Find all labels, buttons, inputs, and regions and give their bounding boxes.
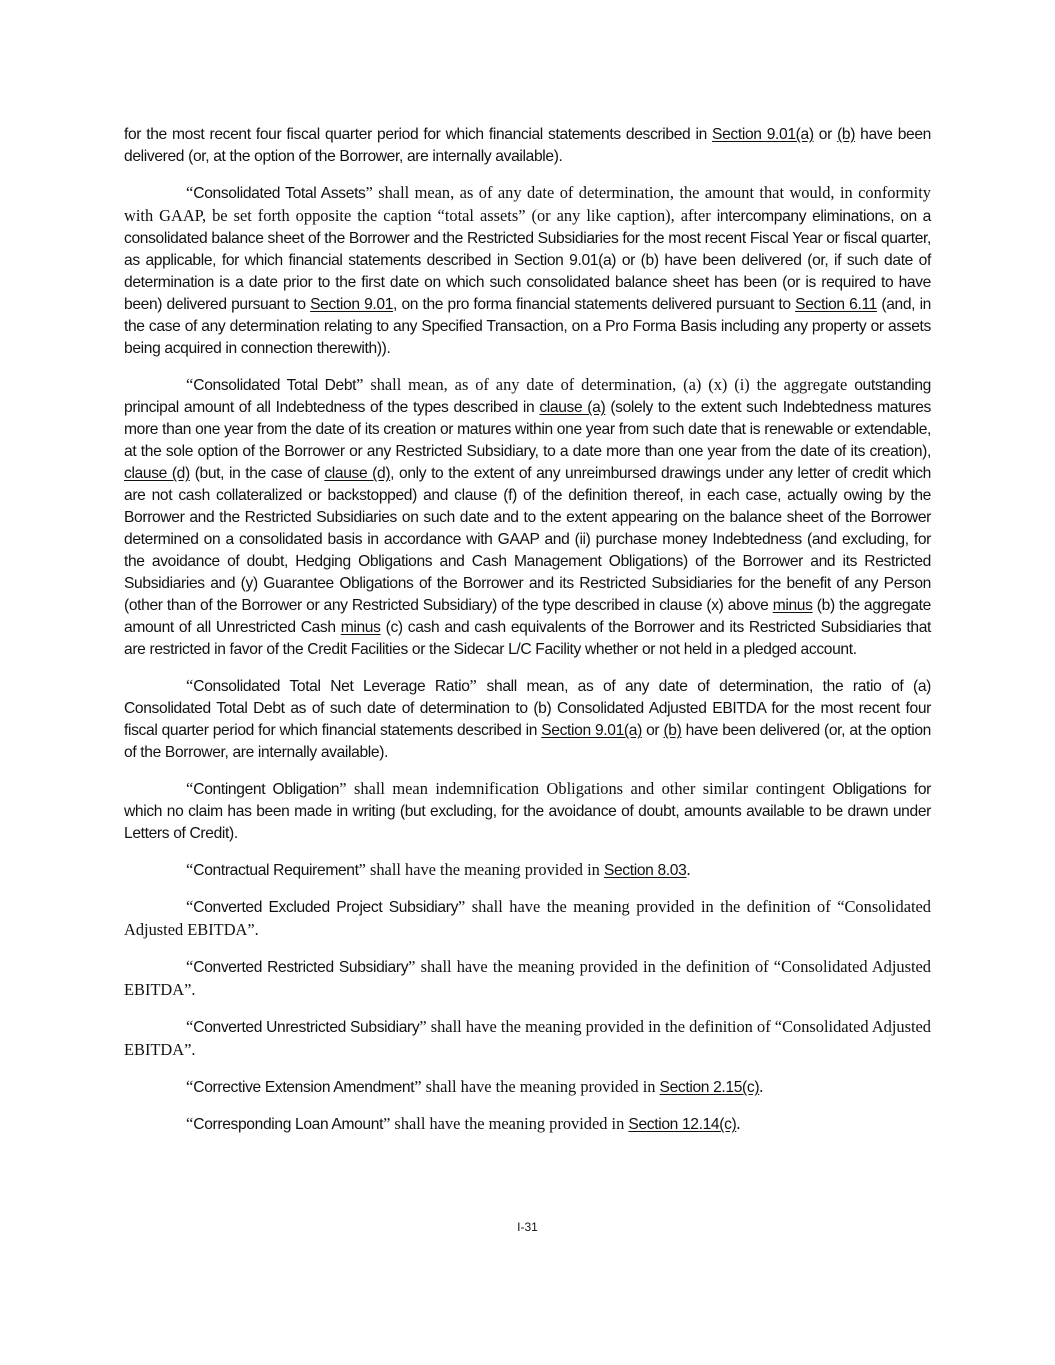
document-body bbox=[124, 124, 931, 1150]
text-run: ” shall have the meaning provided in the definition of “Consolidated Adjusted EBITDA”. bbox=[124, 897, 931, 939]
text-run: (c) cash and cash equivalents of the Borrower and its Restricted Subsidiaries that are restricted in favor of the Credit Facilities or the Sidecar L/C Facility whether or not held in a pledged account. bbox=[124, 619, 931, 658]
text-run: Corresponding Loan Amount bbox=[193, 1116, 384, 1133]
text-run: (solely to the extent such Indebtedness matures more than one year from the date of its creation or matures within one year from such date that is renewable or extendable, at the sole option of the Borrower or any Restricted Subsidiary, to a date more than one year from the date of its creation), bbox=[124, 399, 932, 460]
cross-reference: (b) bbox=[837, 126, 856, 143]
cross-reference: Section 9.01 bbox=[310, 296, 394, 313]
cross-reference: (b) bbox=[663, 722, 682, 739]
text-run: “ bbox=[186, 676, 194, 695]
text-run: , on the pro forma financial statements delivered pursuant to bbox=[393, 296, 796, 313]
text-run: “ bbox=[186, 183, 194, 202]
text-run: “ bbox=[186, 860, 194, 879]
definition-paragraph bbox=[124, 1113, 931, 1136]
text-run: ” shall have the meaning provided in bbox=[358, 860, 604, 879]
text-run: outstanding principal amount of all Indebtedness of the types described in bbox=[124, 377, 931, 416]
definition-paragraph bbox=[124, 182, 931, 360]
definition-paragraph bbox=[124, 374, 931, 661]
text-run: Consolidated Total Debt bbox=[193, 377, 357, 394]
cross-reference: clause (d) bbox=[124, 465, 190, 482]
cross-reference: Section 9.01(a) bbox=[541, 722, 642, 739]
definition-paragraph bbox=[124, 1076, 931, 1099]
text-run: “ bbox=[186, 957, 194, 976]
text-run: “ bbox=[186, 1114, 194, 1133]
text-run: . bbox=[759, 1077, 764, 1096]
text-run: . bbox=[686, 860, 691, 879]
text-run: ” shall have the meaning provided in bbox=[414, 1077, 660, 1096]
text-run: Obligations for which no claim has been made in writing (but excluding, for the avoidance of doubt, amounts available to be drawn under Letters of Credit). bbox=[124, 781, 931, 842]
text-run: , only to the extent of any unreimbursed drawings under any letter of credit which are not cash collateralized or backstopped) and clause (f) of the definition thereof, in each case, actually owing by the Borrower and the Restricted Subsidiaries on such date and to the extent appearing on the balance sheet of the Borrower determined on a consolidated basis in accordance with GAAP and (ii) purchase money Indebtedness (and excluding, for the avoidance of doubt, Hedging Obligations and Cash Management Obligations) of the Borrower and its Restricted Subsidiaries and (y) Guarantee Obligations of the Borrower and its Restricted Subsidiaries for the benefit of any Person (other than of the Borrower or any Restricted Subsidiary) of the type described in clause (x) above bbox=[124, 465, 932, 614]
text-run: Contingent Obligation bbox=[193, 781, 340, 798]
text-run: have been delivered (or, at the option of the Borrower, are internally available). bbox=[124, 126, 931, 165]
text-run: or bbox=[641, 722, 664, 739]
definition-paragraph bbox=[124, 124, 931, 168]
definition-paragraph bbox=[124, 859, 931, 882]
text-run: ” shall mean indemnification Obligations and other similar contingent bbox=[339, 779, 833, 798]
text-run: for the most recent four fiscal quarter period for which financial statements described in bbox=[124, 126, 713, 143]
text-run: “ bbox=[186, 375, 194, 394]
text-run: (but, in the case of bbox=[189, 465, 325, 482]
text-run: Consolidated Total Net Leverage Ratio bbox=[193, 678, 470, 695]
cross-reference: Section 2.15(c) bbox=[659, 1079, 760, 1096]
text-run: Converted Unrestricted Subsidiary bbox=[193, 1019, 420, 1036]
text-run: . bbox=[736, 1114, 741, 1133]
cross-reference: minus bbox=[340, 619, 381, 636]
text-run: ” shall mean, as of any date of determination, the amount that would, in conformity with GAAP, be set forth opposite the caption “total assets” (or any like caption), after bbox=[124, 183, 931, 225]
definition-paragraph bbox=[124, 778, 931, 845]
text-run: “ bbox=[186, 1017, 194, 1036]
definition-paragraph bbox=[124, 896, 931, 942]
definition-paragraph bbox=[124, 675, 931, 764]
cross-reference: clause (d) bbox=[324, 465, 391, 482]
text-run: intercompany eliminations, on a consolidated balance sheet of the Borrower and the Restricted Subsidiaries for the most recent Fiscal Year or fiscal quarter, as applicable, for which financial statements described in Section 9.01(a) or (b) have been delivered (or, if such date of determination is a date prior to the first date on which such consolidated balance sheet has been (or is required to have been) delivered pursuant to bbox=[124, 208, 931, 313]
text-run: (and, in the case of any determination relating to any Specified Transaction, on a Pro Forma Basis including any property or assets being acquired in connection therewith)). bbox=[124, 296, 932, 357]
cross-reference: Section 6.11 bbox=[795, 296, 877, 313]
text-run: Converted Excluded Project Subsidiary bbox=[193, 899, 459, 916]
cross-reference: Section 8.03 bbox=[603, 862, 687, 879]
page-number: I-31 bbox=[517, 1220, 538, 1234]
text-run: Consolidated Total Assets bbox=[193, 185, 366, 202]
cross-reference: clause (a) bbox=[539, 399, 606, 416]
text-run: ” shall have the meaning provided in the definition of “Consolidated Adjusted EBITDA”. bbox=[124, 957, 932, 999]
text-run: ” shall mean, as of any date of determination, (a) (x) (i) the aggregate bbox=[356, 375, 855, 394]
text-run: ” bbox=[469, 676, 487, 695]
text-run: ” shall have the meaning provided in bbox=[383, 1114, 629, 1133]
cross-reference: Section 12.14(c) bbox=[628, 1116, 737, 1133]
text-run: ” shall have the meaning provided in the definition of “Consolidated Adjusted EBITDA”. bbox=[124, 1017, 931, 1059]
text-run: “ bbox=[186, 779, 194, 798]
cross-reference: Section 9.01(a) bbox=[712, 126, 814, 143]
definition-paragraph bbox=[124, 956, 931, 1002]
text-run: Corrective Extension Amendment bbox=[193, 1079, 415, 1096]
text-run: “ bbox=[186, 897, 194, 916]
definition-paragraph bbox=[124, 1016, 931, 1062]
text-run: Contractual Requirement bbox=[193, 862, 359, 879]
text-run: “ bbox=[186, 1077, 194, 1096]
text-run: have been delivered (or, at the option of the Borrower, are internally available). bbox=[124, 722, 931, 761]
text-run: or bbox=[813, 126, 838, 143]
text-run: Converted Restricted Subsidiary bbox=[193, 959, 409, 976]
text-run: shall mean, as of any date of determination, the ratio of (a) Consolidated Total Debt as of such date of determination to (b) Consolidated Adjusted EBITDA for the most recent four fiscal quarter period for which financial statements described in bbox=[124, 678, 931, 739]
cross-reference: minus bbox=[772, 597, 813, 614]
text-run: (b) the aggregate amount of all Unrestricted Cash bbox=[124, 597, 931, 636]
